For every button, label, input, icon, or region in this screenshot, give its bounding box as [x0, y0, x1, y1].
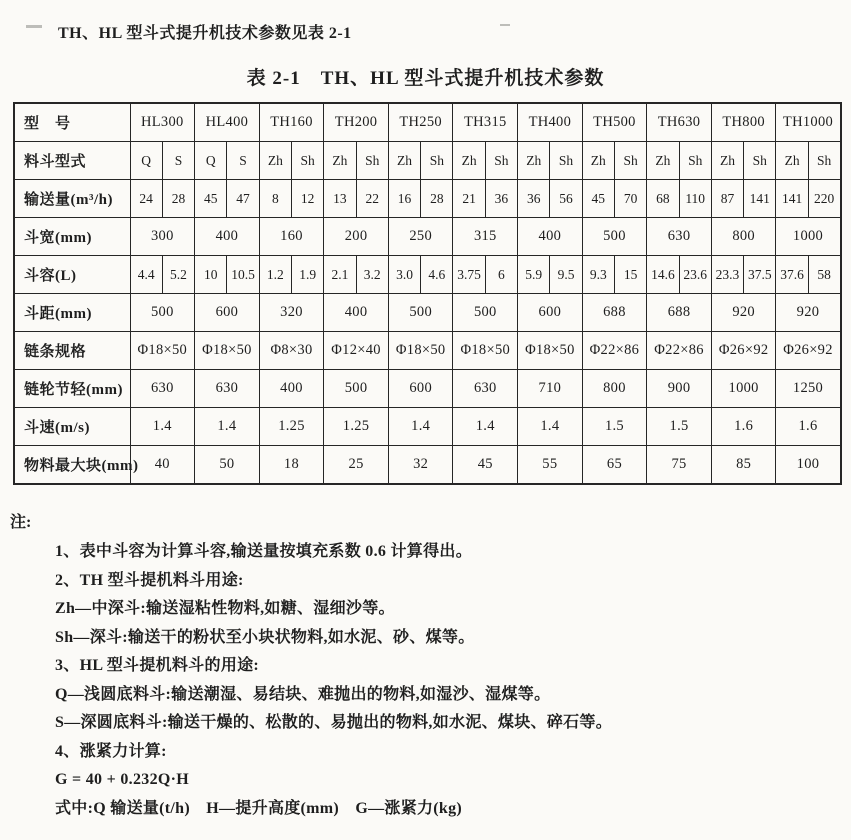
table-cell: 400 — [324, 294, 389, 332]
table-cell: 37.5 — [744, 256, 776, 294]
table-cell: TH630 — [647, 103, 712, 142]
table-cell: 37.6 — [776, 256, 808, 294]
table-cell: 2.1 — [324, 256, 356, 294]
table-cell: 920 — [711, 294, 776, 332]
table-cell: Zh — [711, 142, 743, 180]
table-cell: 18 — [259, 446, 324, 485]
table-cell: 68 — [647, 180, 679, 218]
spec-table — [13, 102, 842, 485]
table-cell: 500 — [453, 294, 518, 332]
table-row — [14, 142, 841, 180]
table-cell: 1.4 — [195, 408, 260, 446]
document-page — [0, 20, 851, 823]
table-cell: 65 — [582, 446, 647, 485]
row-label: 链轮节轻(mm) — [14, 370, 130, 408]
table-cell: TH200 — [324, 103, 389, 142]
table-cell: Sh — [291, 142, 323, 180]
note-line: Q—浅圆底料斗:输送潮湿、易结块、难抛出的物料,如湿沙、湿煤等。 — [55, 685, 551, 703]
table-cell: Φ26×92 — [776, 332, 841, 370]
table-cell: 1.4 — [518, 408, 583, 446]
table-cell: 900 — [647, 370, 712, 408]
table-row — [14, 332, 841, 370]
table-cell: 1.6 — [711, 408, 776, 446]
table-row — [14, 103, 841, 142]
table-cell: TH400 — [518, 103, 583, 142]
table-cell: Sh — [550, 142, 582, 180]
table-cell: 32 — [388, 446, 453, 485]
note-line: 3、HL 型斗提机料斗的用途: — [55, 657, 260, 674]
row-label: 斗容(L) — [14, 256, 130, 294]
table-cell: Q — [195, 142, 227, 180]
table-cell: 100 — [776, 446, 841, 485]
table-cell: 141 — [776, 180, 808, 218]
table-cell: Q — [130, 142, 162, 180]
row-label: 输送量(m³/h) — [14, 180, 130, 218]
table-cell: 55 — [518, 446, 583, 485]
table-cell: Sh — [808, 142, 840, 180]
table-cell: Φ22×86 — [647, 332, 712, 370]
table-cell: 500 — [582, 218, 647, 256]
table-cell: 1000 — [776, 218, 841, 256]
table-cell: 50 — [195, 446, 260, 485]
table-cell: 3.0 — [388, 256, 420, 294]
scan-speck — [26, 25, 42, 28]
table-cell: 12 — [291, 180, 323, 218]
table-cell: 45 — [195, 180, 227, 218]
table-cell: 6 — [485, 256, 517, 294]
table-row — [14, 370, 841, 408]
table-cell: 14.6 — [647, 256, 679, 294]
table-cell: 600 — [388, 370, 453, 408]
table-cell: Φ18×50 — [453, 332, 518, 370]
note-line: 4、涨紧力计算: — [55, 742, 167, 760]
table-cell: 1.2 — [259, 256, 291, 294]
table-cell: 1.4 — [453, 408, 518, 446]
table-cell: 1.5 — [582, 408, 647, 446]
table-cell: 10.5 — [227, 256, 259, 294]
note-line: 1、表中斗容为计算斗容,输送量按填充系数 0.6 计算得出。 — [55, 543, 473, 560]
table-cell: 45 — [453, 446, 518, 485]
table-cell: Sh — [485, 142, 517, 180]
table-row — [14, 446, 841, 485]
note-line: 2、TH 型斗提机料斗用途: — [55, 571, 244, 589]
table-cell: 56 — [550, 180, 582, 218]
table-cell: Sh — [356, 142, 388, 180]
table-cell: 4.4 — [130, 256, 162, 294]
table-cell: TH250 — [388, 103, 453, 142]
table-cell: TH315 — [453, 103, 518, 142]
table-cell: 1.6 — [776, 408, 841, 446]
table-cell: 28 — [162, 180, 194, 218]
table-cell: S — [162, 142, 194, 180]
table-cell: 400 — [518, 218, 583, 256]
table-cell: Sh — [421, 142, 453, 180]
table-row — [14, 408, 841, 446]
table-cell: Zh — [518, 142, 550, 180]
note-line: G = 40 + 0.232Q·H — [55, 771, 190, 788]
table-cell: 23.3 — [711, 256, 743, 294]
table-cell: 1.25 — [259, 408, 324, 446]
table-cell: 40 — [130, 446, 195, 485]
table-cell: 200 — [324, 218, 389, 256]
table-cell: 688 — [582, 294, 647, 332]
table-cell: 500 — [130, 294, 195, 332]
table-cell: Sh — [744, 142, 776, 180]
notes-list — [10, 538, 851, 823]
table-cell: 75 — [647, 446, 712, 485]
table-cell: Φ18×50 — [518, 332, 583, 370]
table-cell: 3.75 — [453, 256, 485, 294]
table-cell: 36 — [485, 180, 517, 218]
table-cell: 400 — [195, 218, 260, 256]
table-cell: 300 — [130, 218, 195, 256]
table-cell: 36 — [518, 180, 550, 218]
row-label: 型 号 — [14, 103, 130, 142]
table-row — [14, 180, 841, 218]
table-cell: HL300 — [130, 103, 195, 142]
table-cell: 320 — [259, 294, 324, 332]
table-cell: 23.6 — [679, 256, 711, 294]
table-cell: 1.5 — [647, 408, 712, 446]
table-cell: 22 — [356, 180, 388, 218]
table-cell: TH1000 — [776, 103, 841, 142]
table-cell: 5.2 — [162, 256, 194, 294]
table-cell: 500 — [388, 294, 453, 332]
table-cell: 1.25 — [324, 408, 389, 446]
table-cell: 85 — [711, 446, 776, 485]
table-cell: TH160 — [259, 103, 324, 142]
intro-text: TH、HL 型斗式提升机技术参数见表 2-1 — [58, 25, 352, 42]
notes-section — [10, 509, 851, 823]
table-row — [14, 294, 841, 332]
table-cell: Zh — [259, 142, 291, 180]
table-cell: 8 — [259, 180, 291, 218]
table-cell: 87 — [711, 180, 743, 218]
table-cell: Φ26×92 — [711, 332, 776, 370]
table-cell: Φ8×30 — [259, 332, 324, 370]
table-cell: Φ22×86 — [582, 332, 647, 370]
row-label: 斗距(mm) — [14, 294, 130, 332]
table-cell: 25 — [324, 446, 389, 485]
note-line: Sh—深斗:输送干的粉状至小块状物料,如水泥、砂、煤等。 — [55, 628, 475, 646]
table-cell: Sh — [679, 142, 711, 180]
table-cell: 141 — [744, 180, 776, 218]
table-cell: Zh — [776, 142, 808, 180]
table-cell: 1.9 — [291, 256, 323, 294]
table-cell: 9.3 — [582, 256, 614, 294]
table-cell: 4.6 — [421, 256, 453, 294]
scan-speck — [500, 24, 510, 26]
table-cell: 110 — [679, 180, 711, 218]
table-cell: 45 — [582, 180, 614, 218]
table-cell: Zh — [582, 142, 614, 180]
table-cell: 47 — [227, 180, 259, 218]
table-cell: 220 — [808, 180, 840, 218]
note-line: Zh—中深斗:输送湿粘性物料,如糖、湿细沙等。 — [55, 600, 395, 617]
table-cell: 160 — [259, 218, 324, 256]
table-cell: Φ18×50 — [130, 332, 195, 370]
table-cell: 10 — [195, 256, 227, 294]
table-cell: 58 — [808, 256, 840, 294]
table-cell: 13 — [324, 180, 356, 218]
table-title: 表 2-1 TH、HL 型斗式提升机技术参数 — [246, 68, 605, 89]
row-label: 斗宽(mm) — [14, 218, 130, 256]
table-cell: 15 — [614, 256, 646, 294]
table-cell: 250 — [388, 218, 453, 256]
table-cell: 800 — [582, 370, 647, 408]
table-cell: 5.9 — [518, 256, 550, 294]
table-cell: Zh — [324, 142, 356, 180]
table-cell: Zh — [647, 142, 679, 180]
table-cell: TH500 — [582, 103, 647, 142]
table-cell: 630 — [130, 370, 195, 408]
table-cell: 710 — [518, 370, 583, 408]
notes-heading: 注: — [10, 514, 32, 531]
table-cell: Zh — [388, 142, 420, 180]
table-cell: 630 — [647, 218, 712, 256]
table-cell: 400 — [259, 370, 324, 408]
table-cell: 600 — [195, 294, 260, 332]
table-cell: Zh — [453, 142, 485, 180]
table-cell: 1250 — [776, 370, 841, 408]
table-cell: 3.2 — [356, 256, 388, 294]
table-cell: S — [227, 142, 259, 180]
table-cell: 24 — [130, 180, 162, 218]
table-cell: 630 — [195, 370, 260, 408]
table-cell: 1000 — [711, 370, 776, 408]
table-cell: Sh — [614, 142, 646, 180]
table-cell: 500 — [324, 370, 389, 408]
table-cell: TH800 — [711, 103, 776, 142]
table-cell: Φ18×50 — [195, 332, 260, 370]
row-label: 物料最大块(mm) — [14, 446, 130, 485]
table-cell: 800 — [711, 218, 776, 256]
row-label: 链条规格 — [14, 332, 130, 370]
table-cell: 630 — [453, 370, 518, 408]
table-cell: 16 — [388, 180, 420, 218]
table-cell: 70 — [614, 180, 646, 218]
table-cell: 1.4 — [388, 408, 453, 446]
table-cell: 21 — [453, 180, 485, 218]
table-cell: Φ18×50 — [388, 332, 453, 370]
table-cell: 315 — [453, 218, 518, 256]
table-row — [14, 256, 841, 294]
table-cell: HL400 — [195, 103, 260, 142]
table-cell: 28 — [421, 180, 453, 218]
table-cell: 688 — [647, 294, 712, 332]
table-cell: 9.5 — [550, 256, 582, 294]
table-row — [14, 218, 841, 256]
table-cell: Φ12×40 — [324, 332, 389, 370]
note-line: 式中:Q 输送量(t/h) H—提升高度(mm) G—涨紧力(kg) — [55, 799, 463, 817]
row-label: 斗速(m/s) — [14, 408, 130, 446]
table-cell: 600 — [518, 294, 583, 332]
table-cell: 920 — [776, 294, 841, 332]
row-label: 料斗型式 — [14, 142, 130, 180]
table-cell: 1.4 — [130, 408, 195, 446]
note-line: S—深圆底料斗:输送干燥的、松散的、易抛出的物料,如水泥、煤块、碎石等。 — [55, 714, 613, 731]
